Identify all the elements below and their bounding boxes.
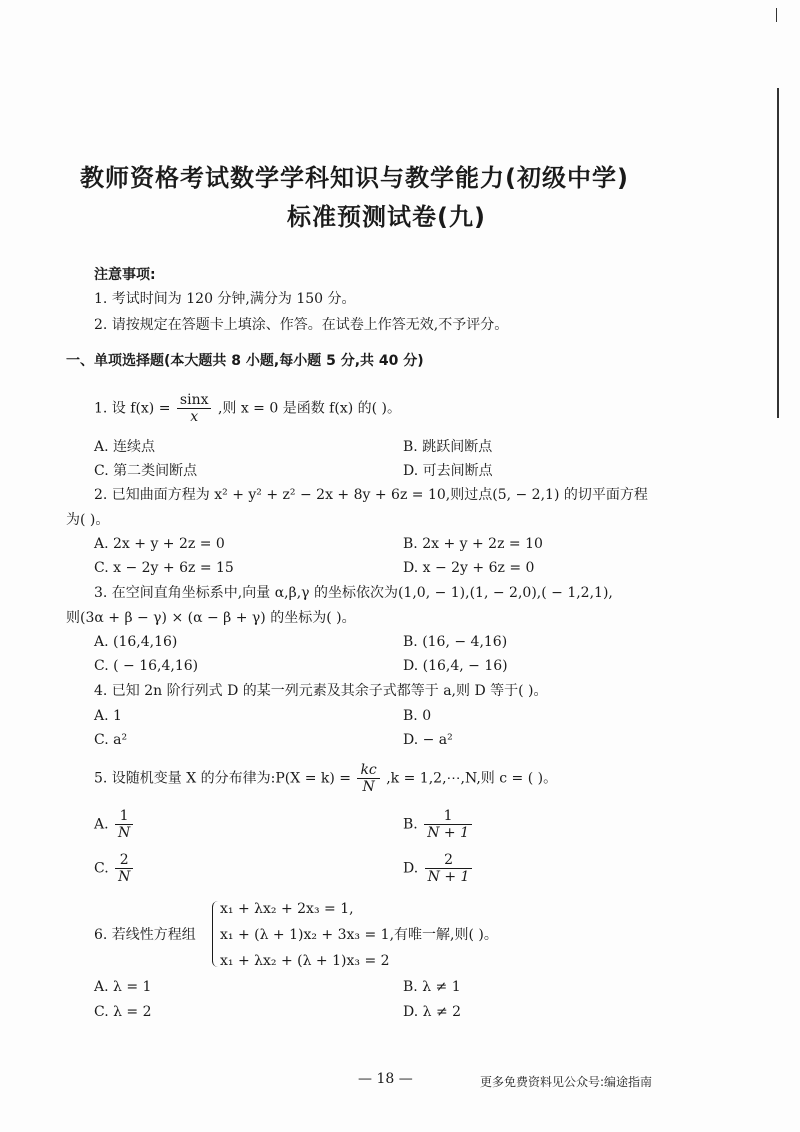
q5-option-b xyxy=(403,808,474,841)
section-heading: 一、单项选择题(本大题共 8 小题,每小题 5 分,共 40 分) xyxy=(66,353,424,369)
q5-option-a-num: 1 xyxy=(115,808,133,825)
q1-option-a: A. 连续点 xyxy=(94,439,156,455)
q6-option-b: B. λ ≠ 1 xyxy=(403,979,461,995)
q5-option-c-den: N xyxy=(118,869,131,885)
notice-item-2: 2. 请按规定在答题卡上填涂、作答。在试卷上作答无效,不予评分。 xyxy=(94,317,509,333)
q4-option-d: D. − a² xyxy=(403,732,453,748)
q5-option-a xyxy=(94,808,135,841)
q3-option-d: D. (16,4, − 16) xyxy=(403,658,508,674)
question-3-stem-line2: 则(3α + β − γ) × (α − β + γ) 的坐标为( )。 xyxy=(66,610,356,626)
question-3-stem-line1: 3. 在空间直角坐标系中,向量 α,β,γ 的坐标依次为(1,0, − 1),(1, − 2,0),( − 1,2,1), xyxy=(94,585,613,601)
q5-frac-num: kc xyxy=(357,762,379,779)
q2-option-c: C. x − 2y + 6z = 15 xyxy=(94,560,234,576)
q5-option-b-num: 1 xyxy=(424,808,472,825)
q5-option-a-label: A. xyxy=(94,816,109,833)
q6-option-d: D. λ ≠ 2 xyxy=(403,1004,462,1020)
q5-option-b-den: N + 1 xyxy=(427,825,469,841)
q5-option-d-frac xyxy=(425,852,473,885)
q5-option-d-label: D. xyxy=(403,860,419,877)
question-1-stem xyxy=(94,392,401,425)
q1-frac-den: x xyxy=(190,409,199,425)
q1-prefix: 1. 设 f(x) = xyxy=(94,400,171,417)
q6-option-a: A. λ = 1 xyxy=(94,979,152,995)
q1-option-c: C. 第二类间断点 xyxy=(94,463,198,479)
question-2-stem-line2: 为( )。 xyxy=(66,512,110,528)
q2-option-b: B. 2x + y + 2z = 10 xyxy=(403,536,543,552)
q4-option-b: B. 0 xyxy=(403,708,432,724)
title-line-2: 标准预测试卷(九) xyxy=(287,203,486,231)
q6-equation-2: x₁ + (λ + 1)x₂ + 3x₃ = 1,有唯一解,则( )。 xyxy=(220,927,498,943)
q5-option-b-frac xyxy=(424,808,472,841)
q5-option-c-label: C. xyxy=(94,860,109,877)
q5-option-d xyxy=(403,852,474,885)
q5-option-c-frac xyxy=(115,852,133,885)
q2-option-a: A. 2x + y + 2z = 0 xyxy=(94,536,225,552)
scan-edge-mark xyxy=(776,8,777,22)
q1-fraction xyxy=(177,392,212,425)
footer-note: 更多免费资料见公众号:编途指南 xyxy=(480,1075,653,1089)
scan-edge-line xyxy=(777,88,779,418)
q5-option-d-num: 2 xyxy=(425,852,473,869)
q4-option-c: C. a² xyxy=(94,732,128,748)
notice-item-1: 1. 考试时间为 120 分钟,满分为 150 分。 xyxy=(94,291,356,307)
q5-option-c xyxy=(94,852,135,885)
q1-option-d: D. 可去间断点 xyxy=(403,463,493,479)
q5-option-d-den: N + 1 xyxy=(427,869,470,885)
q5-suffix: ,k = 1,2,⋯,N,则 c = ( )。 xyxy=(386,770,558,787)
q5-fraction xyxy=(357,762,379,795)
q2-option-d: D. x − 2y + 6z = 0 xyxy=(403,560,535,576)
q5-frac-den: N xyxy=(362,779,375,795)
q3-option-b: B. (16, − 4,16) xyxy=(403,634,508,650)
page-number: — 18 — xyxy=(358,1071,413,1087)
q6-system-brace xyxy=(212,901,219,967)
q5-option-a-frac xyxy=(115,808,133,841)
notice-heading: 注意事项: xyxy=(94,267,156,283)
q1-option-b: B. 跳跃间断点 xyxy=(403,439,493,455)
q5-option-b-label: B. xyxy=(403,816,418,833)
question-6-prefix: 6. 若线性方程组 xyxy=(94,927,196,943)
q6-equation-1: x₁ + λx₂ + 2x₃ = 1, xyxy=(220,901,354,917)
question-2-stem-line1: 2. 已知曲面方程为 x² + y² + z² − 2x + 8y + 6z = 10,则过点(5, − 2,1) 的切平面方程 xyxy=(94,487,648,503)
q5-option-c-num: 2 xyxy=(115,852,133,869)
q3-option-a: A. (16,4,16) xyxy=(94,634,178,650)
title-line-1: 教师资格考试数学学科知识与教学能力(初级中学) xyxy=(80,164,629,192)
q4-option-a: A. 1 xyxy=(94,708,122,724)
question-5-stem xyxy=(94,762,557,795)
q6-equation-3: x₁ + λx₂ + (λ + 1)x₃ = 2 xyxy=(220,953,390,969)
q1-frac-num: sinx xyxy=(177,392,212,409)
question-4-stem: 4. 已知 2n 阶行列式 D 的某一列元素及其余子式都等于 a,则 D 等于( )。 xyxy=(94,683,548,699)
q5-option-a-den: N xyxy=(118,825,131,841)
q3-option-c: C. ( − 16,4,16) xyxy=(94,658,199,674)
q6-option-c: C. λ = 2 xyxy=(94,1004,152,1020)
q5-prefix: 5. 设随机变量 X 的分布律为:P(X = k) = xyxy=(94,770,351,787)
q1-suffix: ,则 x = 0 是函数 f(x) 的( )。 xyxy=(217,400,401,417)
